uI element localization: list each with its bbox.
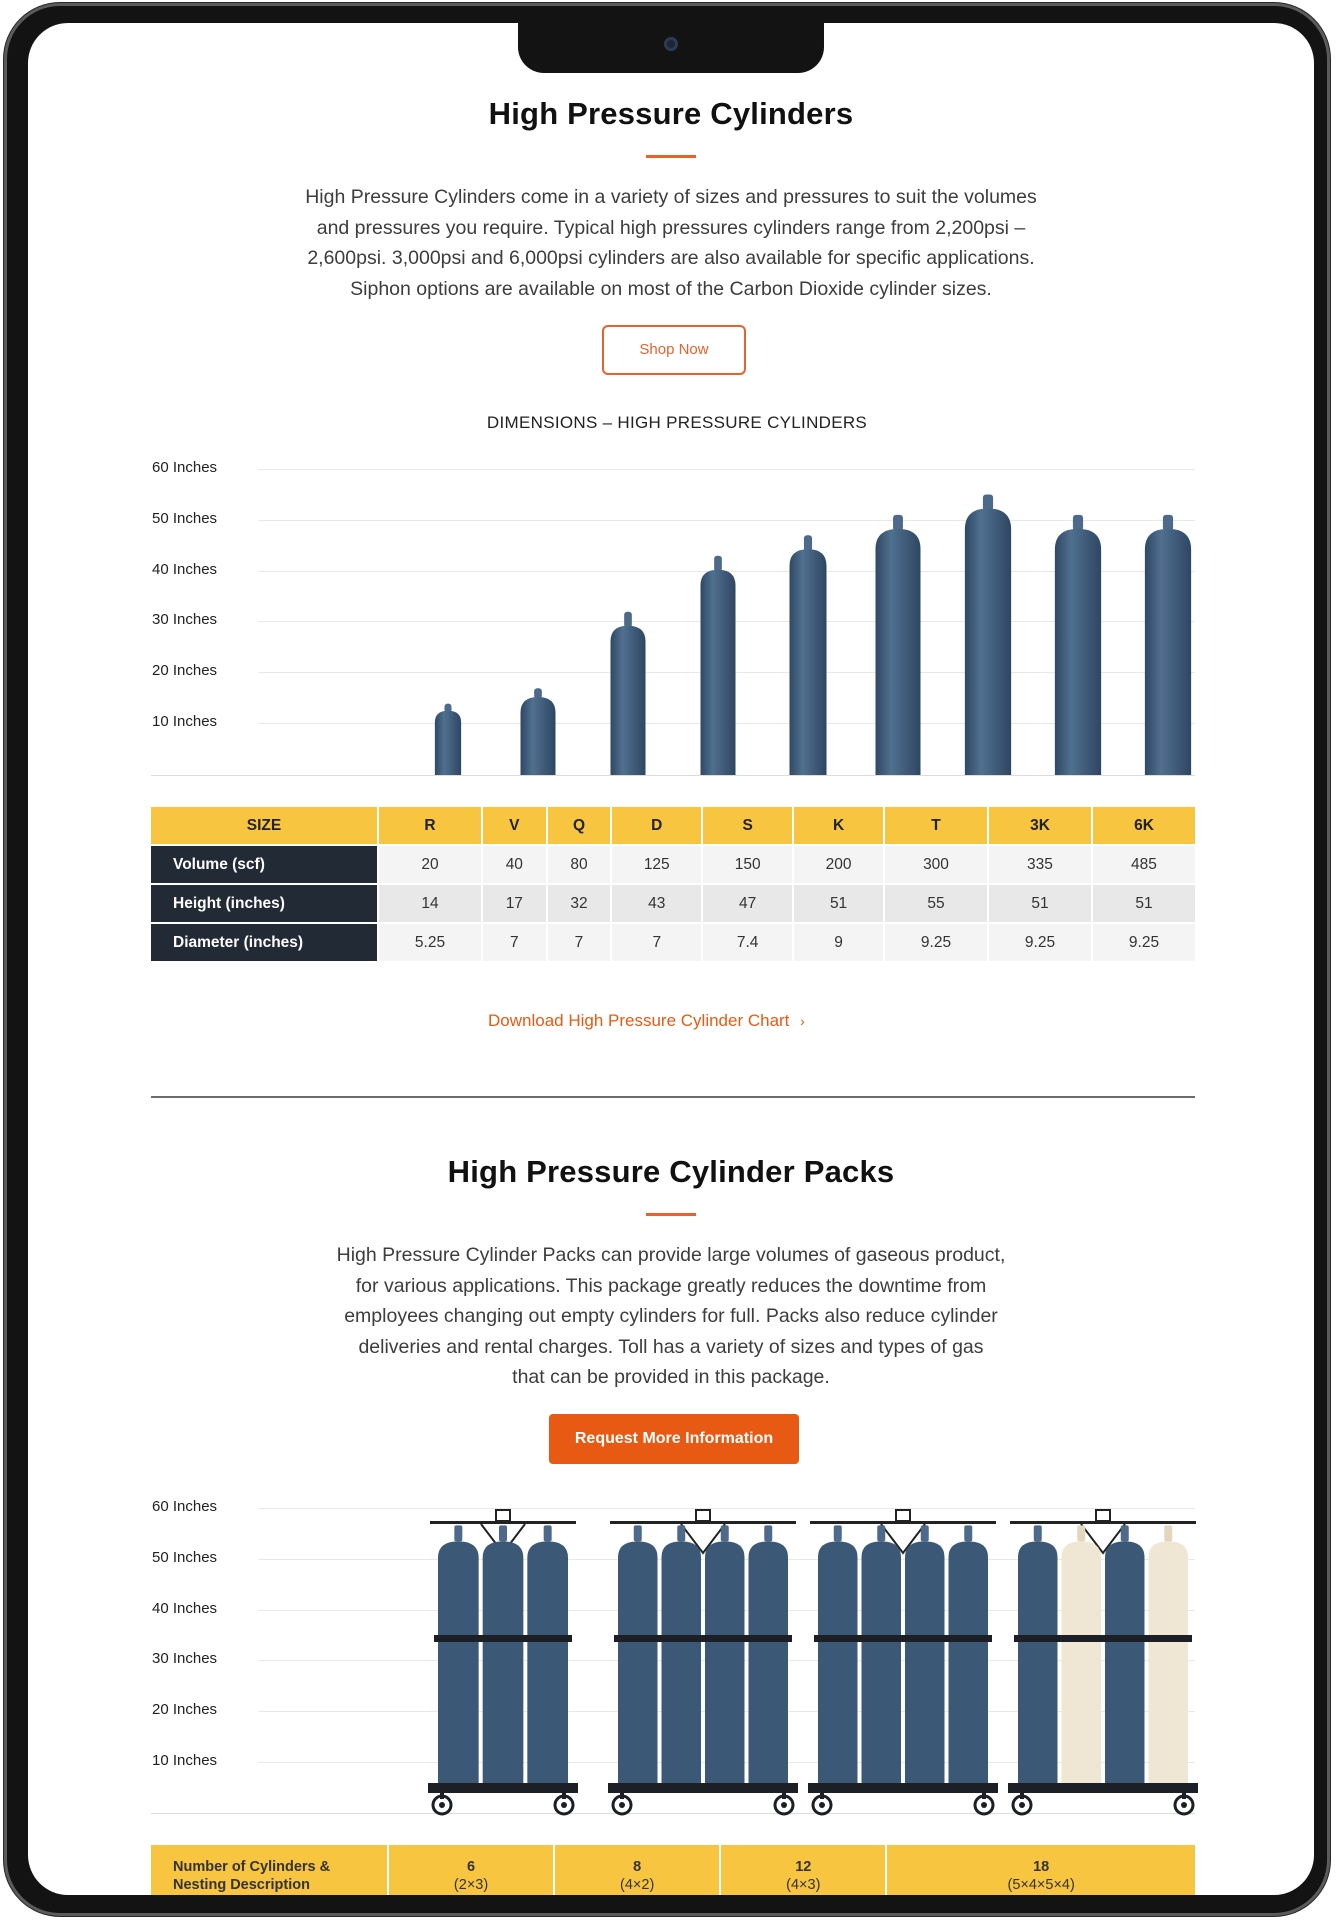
description-line: High Pressure Cylinders come in a variety of sizes and pressures to suit the volumes [305,186,1037,208]
size-header-cell: D [612,807,703,846]
size-header-cell: K [794,807,885,846]
table-cell: 40 [483,846,548,885]
size-header-cell: V [483,807,548,846]
y-tick-label: 30 Inches [152,1650,218,1667]
y-tick-label: 60 Inches [152,459,218,476]
y-tick-label: 10 Inches [152,1752,218,1769]
y-tick-label: 10 Inches [152,713,218,730]
description-line: employees changing out empty cylinders for full. Packs also reduce cylinder [344,1305,998,1328]
label-line: Number of Cylinders & [173,1859,331,1875]
table-cell: 9 [794,924,885,963]
pack-count: 12 [795,1859,812,1875]
table-cell: 14 [379,885,483,924]
table-cell: 7 [548,924,613,963]
shop-now-button[interactable]: Shop Now [602,325,746,375]
pack-nesting: (2×3) [453,1877,489,1893]
description-line: and pressures you require. Typical high pressures cylinders range from 2,200psi – [316,216,1026,239]
table-cell: 9.25 [1093,924,1197,963]
table-cell: 300 [885,846,989,885]
page-title: High Pressure Cylinders [488,96,854,131]
table-cell: 7 [483,924,548,963]
pack-nesting: (4×2) [620,1877,655,1893]
download-link-label: Download High Pressure Cylinder Chart [488,1011,790,1030]
y-tick-label: 40 Inches [152,1600,218,1617]
table-cell: 51 [1093,885,1197,924]
table-cell: 125 [612,846,703,885]
pack-nesting: (4×3) [786,1877,821,1893]
description-line: for various applications. This package greatly reduces the downtime from [355,1274,987,1297]
pack-8 [608,1510,798,1814]
pack-count: 8 [633,1859,642,1875]
pack-count: 18 [1033,1859,1050,1875]
table-cell: 55 [885,885,989,924]
table-cell: 150 [703,846,794,885]
size-header-cell: 3K [989,807,1093,846]
pack-6 [428,1510,578,1814]
table-cell: 17 [483,885,548,924]
table-cell: 7.4 [703,924,794,963]
table-cell: 9.25 [885,924,989,963]
pack-nesting: (5×4×5×4) [1007,1877,1075,1893]
cylinder-packs-chart [28,23,1314,1895]
description-line: Siphon options are available on most of the Carbon Dioxide cylinder sizes. [350,277,992,300]
y-tick-label: 50 Inches [152,510,218,527]
size-header-cell: Q [548,807,613,846]
y-tick-label: 40 Inches [152,561,218,578]
table-cell: 5.25 [379,924,483,963]
packs-table [151,1845,1197,1895]
device-frame [4,3,1330,1916]
table-cell: 7 [612,924,703,963]
pack-18 [1008,1510,1198,1814]
table-cell: 51 [794,885,885,924]
y-tick-label: 20 Inches [152,662,218,679]
row-label: Diameter (inches) [151,924,379,963]
table-cell: 335 [989,846,1093,885]
size-header: SIZE [151,807,379,846]
pack-cell [555,1845,721,1895]
pack-marks [28,23,1314,1895]
y-tick-label: 30 Inches [152,611,218,628]
table-cell: 47 [703,885,794,924]
table-cell: 32 [548,885,613,924]
table-cell: 43 [612,885,703,924]
label-line: Nesting Description [173,1877,310,1893]
request-info-button[interactable]: Request More Information [549,1414,799,1464]
description-line: 2,600psi. 3,000psi and 6,000psi cylinders are also available for specific applications. [307,247,1035,270]
description-line: that can be provided in this package. [512,1366,830,1389]
table-cell: 9.25 [989,924,1093,963]
size-header-cell: R [379,807,483,846]
table-cell: 51 [989,885,1093,924]
description-line: deliveries and rental charges. Toll has a variety of sizes and types of gas [358,1335,984,1358]
pack-count: 6 [467,1859,476,1875]
size-header-cell: 6K [1093,807,1197,846]
table-cell: 20 [379,846,483,885]
packs-title: High Pressure Cylinder Packs [447,1154,895,1189]
y-tick-label: 20 Inches [152,1701,218,1718]
table-cell: 485 [1093,846,1197,885]
packs-row-label [151,1845,389,1895]
pack-12 [808,1510,998,1814]
chevron-right-icon: › [800,1013,805,1029]
description-line: High Pressure Cylinder Packs can provide large volumes of gaseous product, [336,1244,1006,1266]
table-cell: 200 [794,846,885,885]
size-header-cell: T [885,807,989,846]
table-cell: 80 [548,846,613,885]
pack-cell [389,1845,555,1895]
y-tick-label: 50 Inches [152,1549,218,1566]
pack-cell [721,1845,887,1895]
screen [28,23,1314,1895]
row-label: Height (inches) [151,885,379,924]
chart-title: DIMENSIONS – HIGH PRESSURE CYLINDERS [486,413,868,432]
row-label: Volume (scf) [151,846,379,885]
pack-cell [887,1845,1197,1895]
y-tick-label: 60 Inches [152,1498,218,1515]
size-header-cell: S [703,807,794,846]
packs-row [151,1845,1197,1895]
